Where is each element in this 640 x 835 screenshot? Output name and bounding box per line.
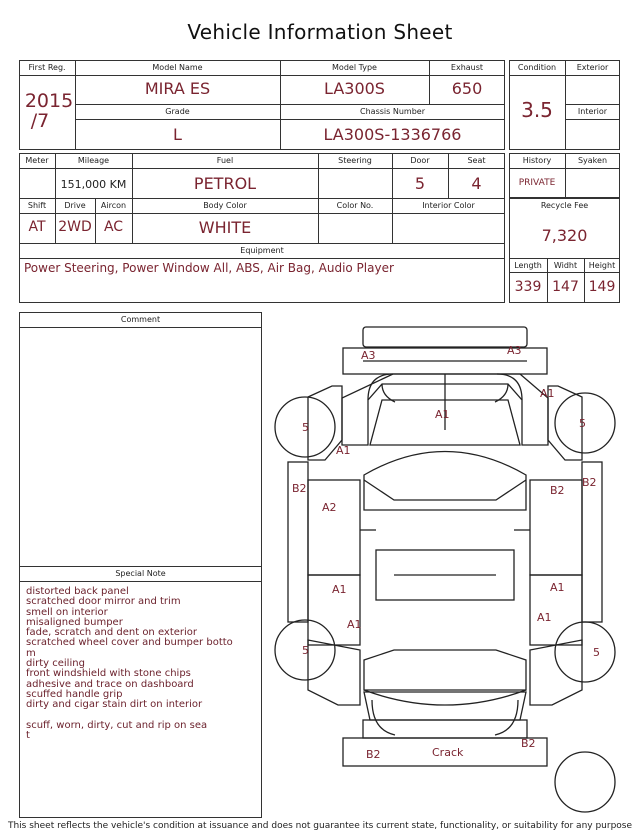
meter-label: Meter [25, 156, 49, 165]
first-reg-month: /7 [30, 110, 50, 132]
aircon-label: Aircon [100, 201, 127, 210]
special-note-label: Special Note [115, 569, 166, 578]
mark-front-fender-right: A1 [540, 387, 555, 400]
model-name-value: MIRA ES [144, 79, 211, 98]
chassis-number-label: Chassis Number [360, 107, 425, 116]
body-color-label: Body Color [203, 201, 247, 210]
interior-label: Interior [577, 107, 608, 116]
length-value: 339 [514, 279, 542, 295]
special-note-text: distorted back panel scratched door mirror and trim smell on interior misaligned bumper fade, scratch and dent on exterior scratched wheel cover and bumper botto m dirty ceiling front windshield with stone chips adhesive and trace on dashboard scuffed handle grip dirty and cigar stain dirt on interior scuff, worn, dirty, cut and rip on sea t [26, 586, 233, 742]
length-label: Length [514, 261, 542, 270]
mark-rear-door-right: A1 [550, 581, 565, 594]
color-no-label: Color No. [336, 201, 374, 210]
mark-front-fender-left: A1 [336, 444, 351, 457]
mark-rear-fender-left: A1 [347, 618, 362, 631]
history-label: History [522, 156, 552, 165]
history-value: PRIVATE [518, 178, 556, 188]
mark-front-wheel-left: 5 [302, 421, 309, 434]
mileage-value: 151,000 KM [60, 178, 127, 191]
mark-rear-bumper-left: B2 [366, 748, 381, 761]
exhaust-label: Exhaust [450, 63, 484, 72]
exterior-label: Exterior [576, 63, 609, 72]
comment-panel [19, 312, 262, 818]
interior-color-label: Interior Color [422, 201, 475, 210]
mark-hood: A1 [435, 408, 450, 421]
drive-label: Drive [64, 201, 86, 210]
mark-rear-bumper-right: B2 [521, 737, 536, 750]
grade-label: Grade [165, 107, 190, 116]
grade-value: L [173, 125, 182, 144]
mark-front-wheel-right: 5 [579, 417, 586, 430]
mark-front-bumper-left: A3 [361, 349, 376, 362]
comment-label: Comment [120, 315, 161, 324]
mark-front-bumper-right: A3 [507, 344, 522, 357]
seat-label: Seat [467, 156, 486, 165]
syaken-label: Syaken [577, 156, 608, 165]
mark-rear-fender-right: A1 [537, 611, 552, 624]
fuel-label: Fuel [216, 156, 234, 165]
mark-rear-wheel-left: 5 [302, 644, 309, 657]
model-name-label: Model Name [152, 63, 203, 72]
mark-rear-door-left: A1 [332, 583, 347, 596]
fuel-value: PETROL [193, 174, 257, 193]
body-color-value: WHITE [198, 218, 252, 237]
equipment-label: Equipment [240, 246, 284, 255]
mark-rear-bumper-center: Crack [432, 746, 464, 759]
first-reg-label: First Reg. [28, 63, 66, 72]
recycle-fee-label: Recycle Fee [540, 201, 589, 210]
exhaust-value: 650 [451, 79, 483, 98]
model-type-label: Model Type [332, 63, 377, 72]
shift-value: AT [28, 219, 46, 235]
recycle-fee-value: 7,320 [541, 226, 588, 245]
drive-value: 2WD [58, 219, 92, 235]
height-value: 149 [588, 279, 616, 295]
door-label: Door [410, 156, 430, 165]
width-label: Widht [553, 261, 578, 270]
footer-disclaimer: This sheet reflects the vehicle's condition at issuance and does not guarantee its current state, functionality, or suitability for any purpose [7, 821, 633, 831]
mark-side-right: B2 [582, 476, 597, 489]
sheet-title: Vehicle Information Sheet [187, 20, 453, 44]
height-label: Height [588, 261, 616, 270]
first-reg-year: 2015 [24, 90, 74, 112]
shift-label: Shift [27, 201, 47, 210]
condition-value: 3.5 [521, 98, 553, 122]
chassis-number-value: LA300S-1336766 [323, 125, 462, 144]
mark-side-left: B2 [292, 482, 307, 495]
mark-rear-wheel-right: 5 [593, 646, 600, 659]
door-value: 5 [414, 174, 426, 193]
steering-label: Steering [338, 156, 372, 165]
mark-front-door-left: A2 [322, 501, 337, 514]
condition-label: Condition [517, 63, 557, 72]
model-type-value: LA300S [324, 79, 385, 98]
aircon-value: AC [103, 219, 124, 235]
equipment-value: Power Steering, Power Window All, ABS, Air Bag, Audio Player [24, 261, 394, 275]
mark-front-door-right: B2 [550, 484, 565, 497]
mileage-label: Mileage [77, 156, 110, 165]
car-damage-diagram [268, 318, 628, 818]
width-value: 147 [552, 279, 579, 295]
seat-value: 4 [471, 174, 482, 193]
